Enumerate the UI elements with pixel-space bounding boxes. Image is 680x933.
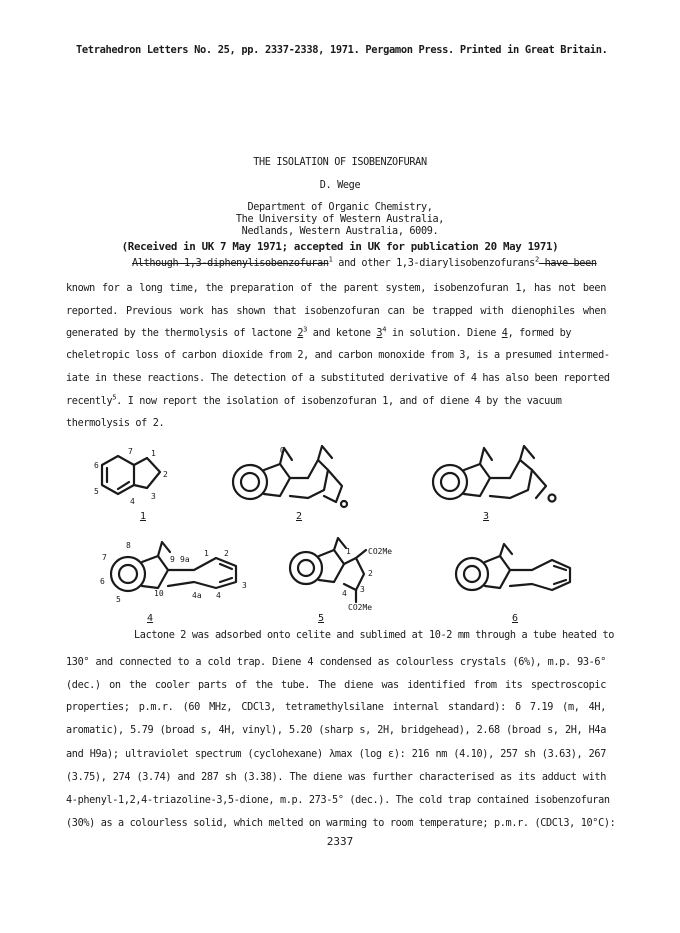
para2-line-8: 4-phenyl-1,2,4-triazoline-3,5-dione, m.p. 273-5° (dec.). The cold trap contained isobenzofuran xyxy=(66,795,610,806)
svg-text:3: 3 xyxy=(360,585,365,594)
para2-line-6: and H9a); ultraviolet spectrum (cyclohexane) λmax (log ε): 216 nm (4.10), 257 sh (3.63), 267 xyxy=(66,749,606,760)
svg-text:5: 5 xyxy=(116,595,121,604)
svg-text:4: 4 xyxy=(130,497,135,506)
structure-label-5: 5 xyxy=(318,613,325,624)
received-dates: (Received in UK 7 May 1971; accepted in UK for publication 20 May 1971) xyxy=(121,240,559,253)
para1-line-8: thermolysis of 2. xyxy=(66,418,165,429)
para1-line-4: generated by the thermolysis of lactone $2^3$ and ketone $3^4$ in solution. Diene 4, formed by xyxy=(66,325,572,339)
affiliation-line-1: Department of Organic Chemistry, xyxy=(247,202,433,213)
svg-text:3: 3 xyxy=(151,492,156,501)
para2-line-9: (30%) as a colourless solid, which melted on warming to room temperature; p.m.r. (CDCl3, 10°C): xyxy=(66,818,616,829)
para1-line-7: recently$^5$. I now report the isolation of isobenzofuran 1, and of diene 4 by the vacuum xyxy=(66,393,562,407)
svg-text:CO2Me: CO2Me xyxy=(368,547,393,556)
svg-text:1: 1 xyxy=(346,547,351,556)
svg-text:4: 4 xyxy=(342,589,347,598)
svg-text:4a: 4a xyxy=(192,591,202,600)
svg-text:6: 6 xyxy=(100,577,105,586)
structure-4-diene xyxy=(100,536,266,606)
svg-text:6: 6 xyxy=(94,461,99,470)
structure-3-ketone xyxy=(428,440,568,520)
para2-line-1: Lactone 2 was adsorbed onto celite and sublimed at 10-2 mm through a tube heated to xyxy=(134,630,615,641)
structure-label-6: 6 xyxy=(512,613,519,624)
para1-line-1: Although 1,3-diphenylisobenzofuran$^1$ and other 1,3-diarylisobenzofurans$^2$ have been xyxy=(132,255,597,269)
svg-text:4: 4 xyxy=(216,591,221,600)
author: D. Wege xyxy=(319,180,361,191)
affiliation-line-2: The University of Western Australia, xyxy=(235,214,445,225)
structure-label-1: 1 xyxy=(140,511,147,522)
svg-text:1: 1 xyxy=(204,549,209,558)
para1-line-6: iate in these reactions. The detection of a substituted derivative of 4 has also been reported xyxy=(66,373,610,384)
para2-line-3: (dec.) on the cooler parts of the tube. The diene was identified from its spectroscopic xyxy=(66,680,606,691)
structure-6-triene xyxy=(452,540,592,604)
para2-line-5: aromatic), 5.79 (broad s, 4H, vinyl), 5.20 (sharp s, 2H, bridgehead), 2.68 (broad s, 2H, H4a xyxy=(66,725,606,736)
svg-text:2: 2 xyxy=(224,549,229,558)
para1-line-3: reported. Previous work has shown that isobenzofuran can be trapped with dienophiles when xyxy=(66,306,606,317)
svg-text:5: 5 xyxy=(94,487,99,496)
para1-line-5: cheletropic loss of carbon dioxide from 2, and carbon monoxide from 3, is a presumed intermed- xyxy=(66,350,610,361)
journal-header: Tetrahedron Letters No. 25, pp. 2337-2338, 1971. Pergamon Press. Printed in Great Britain. xyxy=(76,44,608,56)
svg-text:O: O xyxy=(280,446,285,455)
para2-line-7: (3.75), 274 (3.74) and 287 sh (3.38). The diene was further characterised as its adduct with xyxy=(66,772,606,783)
svg-text:2: 2 xyxy=(163,470,168,479)
page-number: 2337 xyxy=(326,835,354,848)
para1-line-2: known for a long time, the preparation of the parent system, isobenzofuran 1, has not been xyxy=(66,283,606,294)
para2-line-4: properties; p.m.r. (60 MHz, CDCl3, tetramethylsilane internal standard): δ 7.19 (m, 4H, xyxy=(66,702,606,713)
svg-text:1: 1 xyxy=(151,449,156,458)
svg-text:3: 3 xyxy=(242,581,247,590)
paper-title: THE ISOLATION OF ISOBENZOFURAN xyxy=(253,157,427,168)
svg-text:CO2Me: CO2Me xyxy=(348,603,373,612)
structure-5-diester xyxy=(286,534,406,614)
structure-label-4: 4 xyxy=(147,613,154,624)
svg-text:7: 7 xyxy=(128,447,133,456)
svg-text:10: 10 xyxy=(154,589,164,598)
affiliation-line-3: Nedlands, Western Australia, 6009. xyxy=(241,226,439,237)
svg-text:7: 7 xyxy=(102,553,107,562)
svg-text:9a: 9a xyxy=(180,555,190,564)
structure-label-3: 3 xyxy=(483,511,490,522)
structure-1-isobenzofuran xyxy=(94,444,180,514)
structure-label-2: 2 xyxy=(296,511,303,522)
para2-line-2: 130° and connected to a cold trap. Diene 4 condensed as colourless crystals (6%), m.p. 93-6° xyxy=(66,657,606,668)
structure-2-lactone xyxy=(228,440,368,520)
svg-text:9: 9 xyxy=(170,555,175,564)
svg-text:8: 8 xyxy=(126,541,131,550)
svg-text:2: 2 xyxy=(368,569,373,578)
